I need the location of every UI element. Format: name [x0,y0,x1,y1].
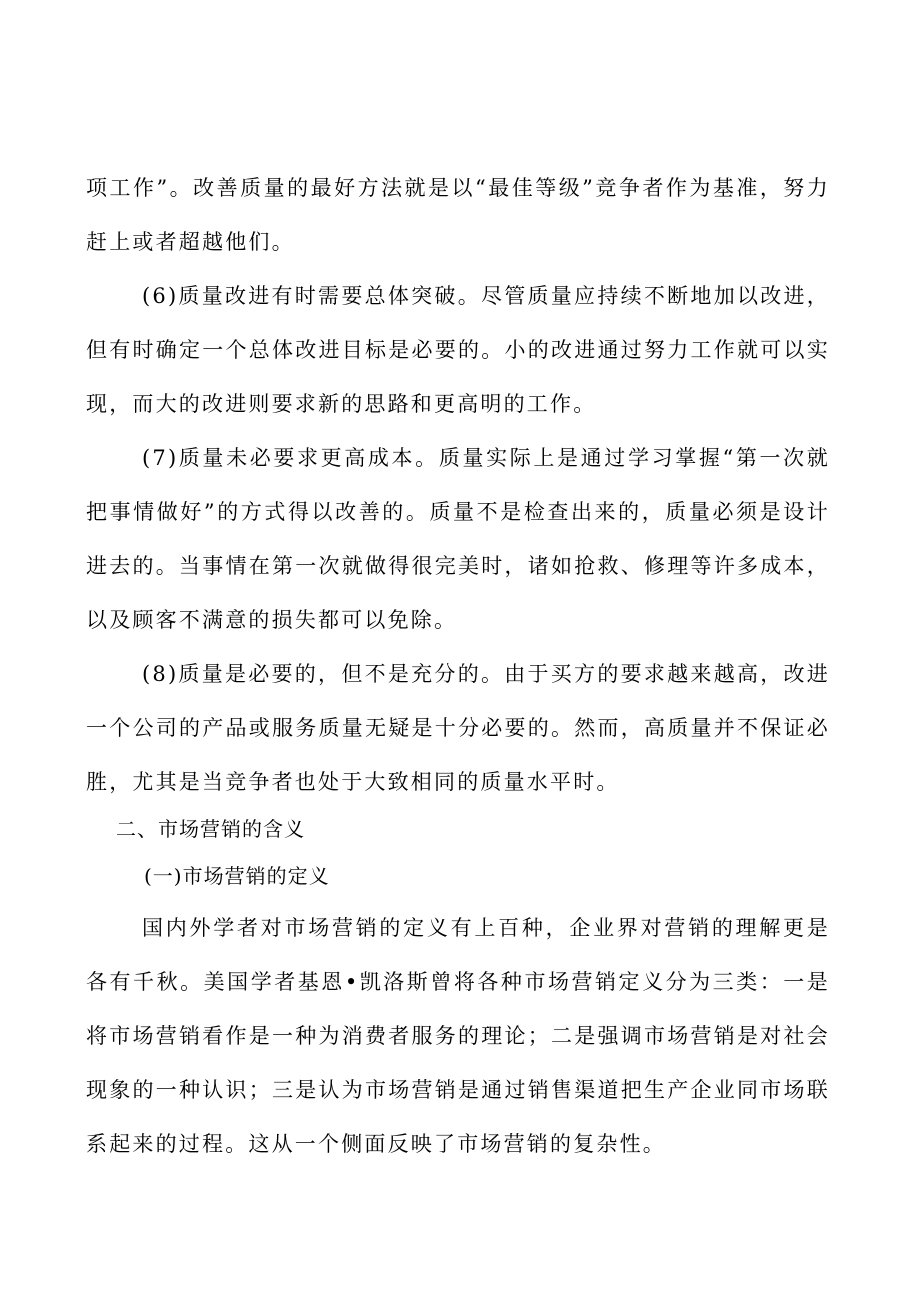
subsection-heading: (一)市场营销的定义 [144,864,330,888]
paragraph-marketing-definition: 国内外学者对市场营销的定义有上百种，企业界对营销的理解更是各有千秋。美国学者基恩•凯洛斯曾将各种市场营销定义分为三类：一是将市场营销看作是一种为消费者服务的理论；二是强调市场营销是对社会现象的一种认识；三是认为市场营销是通过销售渠道把生产企业同市场联系起来的过程。这从一个侧面反映了市场营销的复杂性。 [86,916,830,1156]
paragraph-item-7: (7)质量未必要求更高成本。质量实际上是通过学习掌握“第一次就把事情做好”的方式得以改善的。质量不是检查出来的，质量必须是设计进去的。当事情在第一次就做得很完美时，诸如抢救、修理等许多成本，以及顾客不满意的损失都可以免除。 [86,446,830,632]
section-heading: 二、市场营销的含义 [116,817,305,841]
paragraph-continuation: 项工作”。改善质量的最好方法就是以“最佳等级”竞争者作为基准，努力赶上或者超越他们。 [86,176,830,254]
paragraph-item-6: (6)质量改进有时需要总体突破。尽管质量应持续不断地加以改进，但有时确定一个总体改进目标是必要的。小的改进通过努力工作就可以实现，而大的改进则要求新的思路和更高明的工作。 [86,284,830,416]
paragraph-item-8: (8)质量是必要的，但不是充分的。由于买方的要求越来越高，改进一个公司的产品或服务质量无疑是十分必要的。然而，高质量并不保证必胜，尤其是当竞争者也处于大致相同的质量水平时。 [86,662,830,794]
